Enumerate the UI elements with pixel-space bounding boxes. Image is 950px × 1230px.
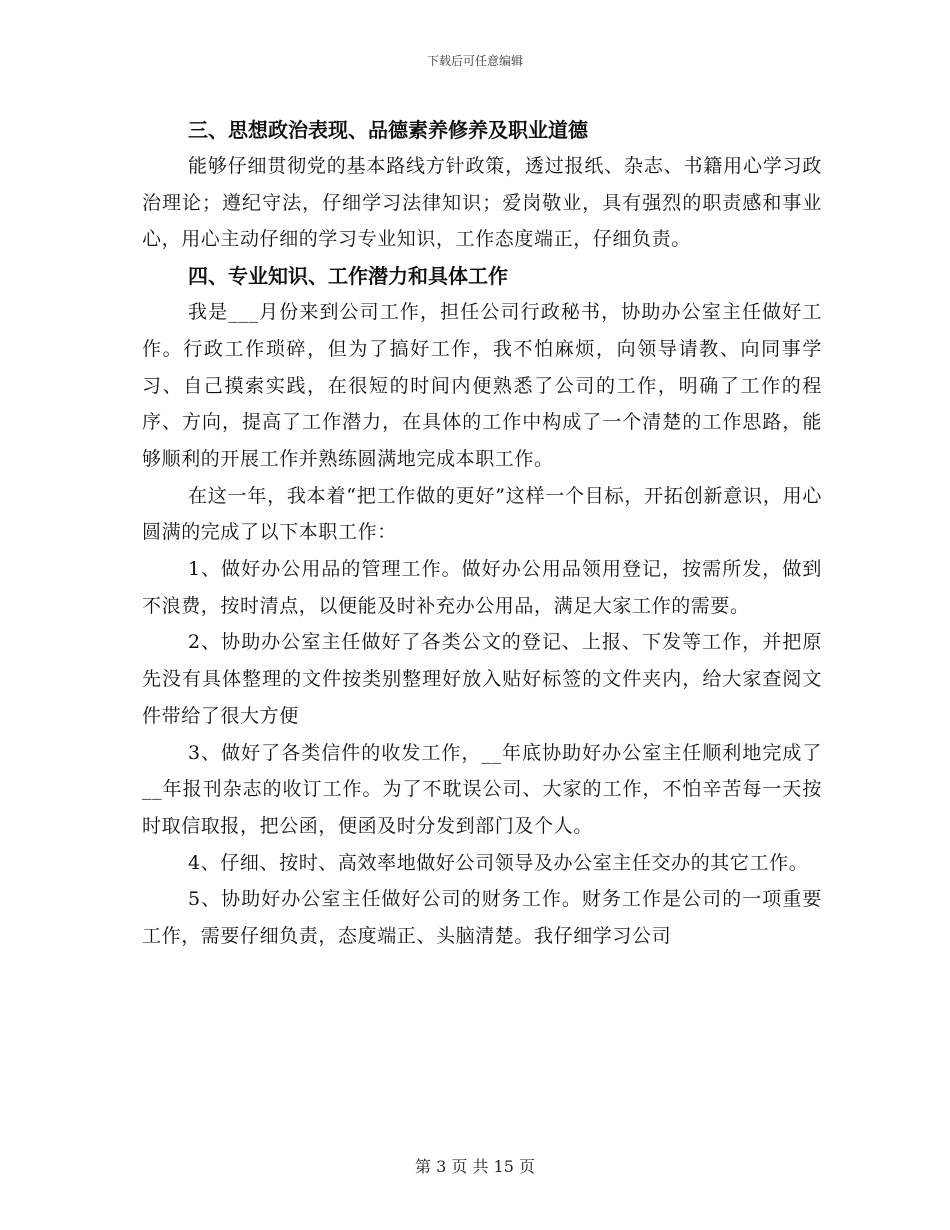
- list-item: 1、做好办公用品的管理工作。做好办公用品领用登记，按需所发，做到不浪费，按时清点，以便能及时补充办公用品，满足大家工作的需要。: [142, 558, 822, 617]
- list-item: 4、仔细、按时、高效率地做好公司领导及办公室主任交办的其它工作。: [188, 851, 809, 874]
- document-body: [142, 112, 822, 955]
- page-number: 第 3 页 共 15 页: [415, 1157, 535, 1176]
- list-item: 2、协助办公室主任做好了各类公文的登记、上报、下发等工作，并把原先没有具体整理的文件按类别整理好放入贴好标签的文件夹内，给大家查阅文件带给了很大方便: [142, 631, 822, 727]
- page-header: 下载后可任意编辑: [426, 54, 523, 68]
- paragraph: 我是___月份来到公司工作，担任公司行政秘书，协助办公室主任做好工作。行政工作琐碎，但为了搞好工作，我不怕麻烦，向领导请教、向同事学习、自己摸索实践，在很短的时间内便熟悉了公司的工作，明确了工作的程序、方向，提高了工作潜力，在具体的工作中构成了一个清楚的工作思路，能够顺利的开展工作并熟练圆满地完成本职工作。: [142, 301, 822, 470]
- paragraph: 在这一年，我本着“把工作做的更好”这样一个目标，开拓创新意识，用心圆满的完成了以下本职工作：: [142, 484, 822, 544]
- section-heading-3: 三、思想政治表现、品德素养修养及职业道德: [188, 118, 588, 142]
- list-item: 5、协助好办公室主任做好公司的财务工作。财务工作是公司的一项重要工作，需要仔细负责，态度端正、头脑清楚。我仔细学习公司: [142, 888, 822, 948]
- section-heading-4: 四、专业知识、工作潜力和具体工作: [188, 264, 508, 289]
- paragraph: 能够仔细贯彻党的基本路线方针政策，透过报纸、杂志、书籍用心学习政治理论；遵纪守法，仔细学习法律知识；爱岗敬业，具有强烈的职责感和事业心，用心主动仔细的学习专业知识，工作态度端正，仔细负责。: [142, 155, 822, 251]
- list-item: 3、做好了各类信件的收发工作，__年底协助好办公室主任顺利地完成了__年报刊杂志的收订工作。为了不耽误公司、大家的工作，不怕辛苦每一天按时取信取报，把公函，便函及时分发到部门及个人。: [142, 741, 822, 837]
